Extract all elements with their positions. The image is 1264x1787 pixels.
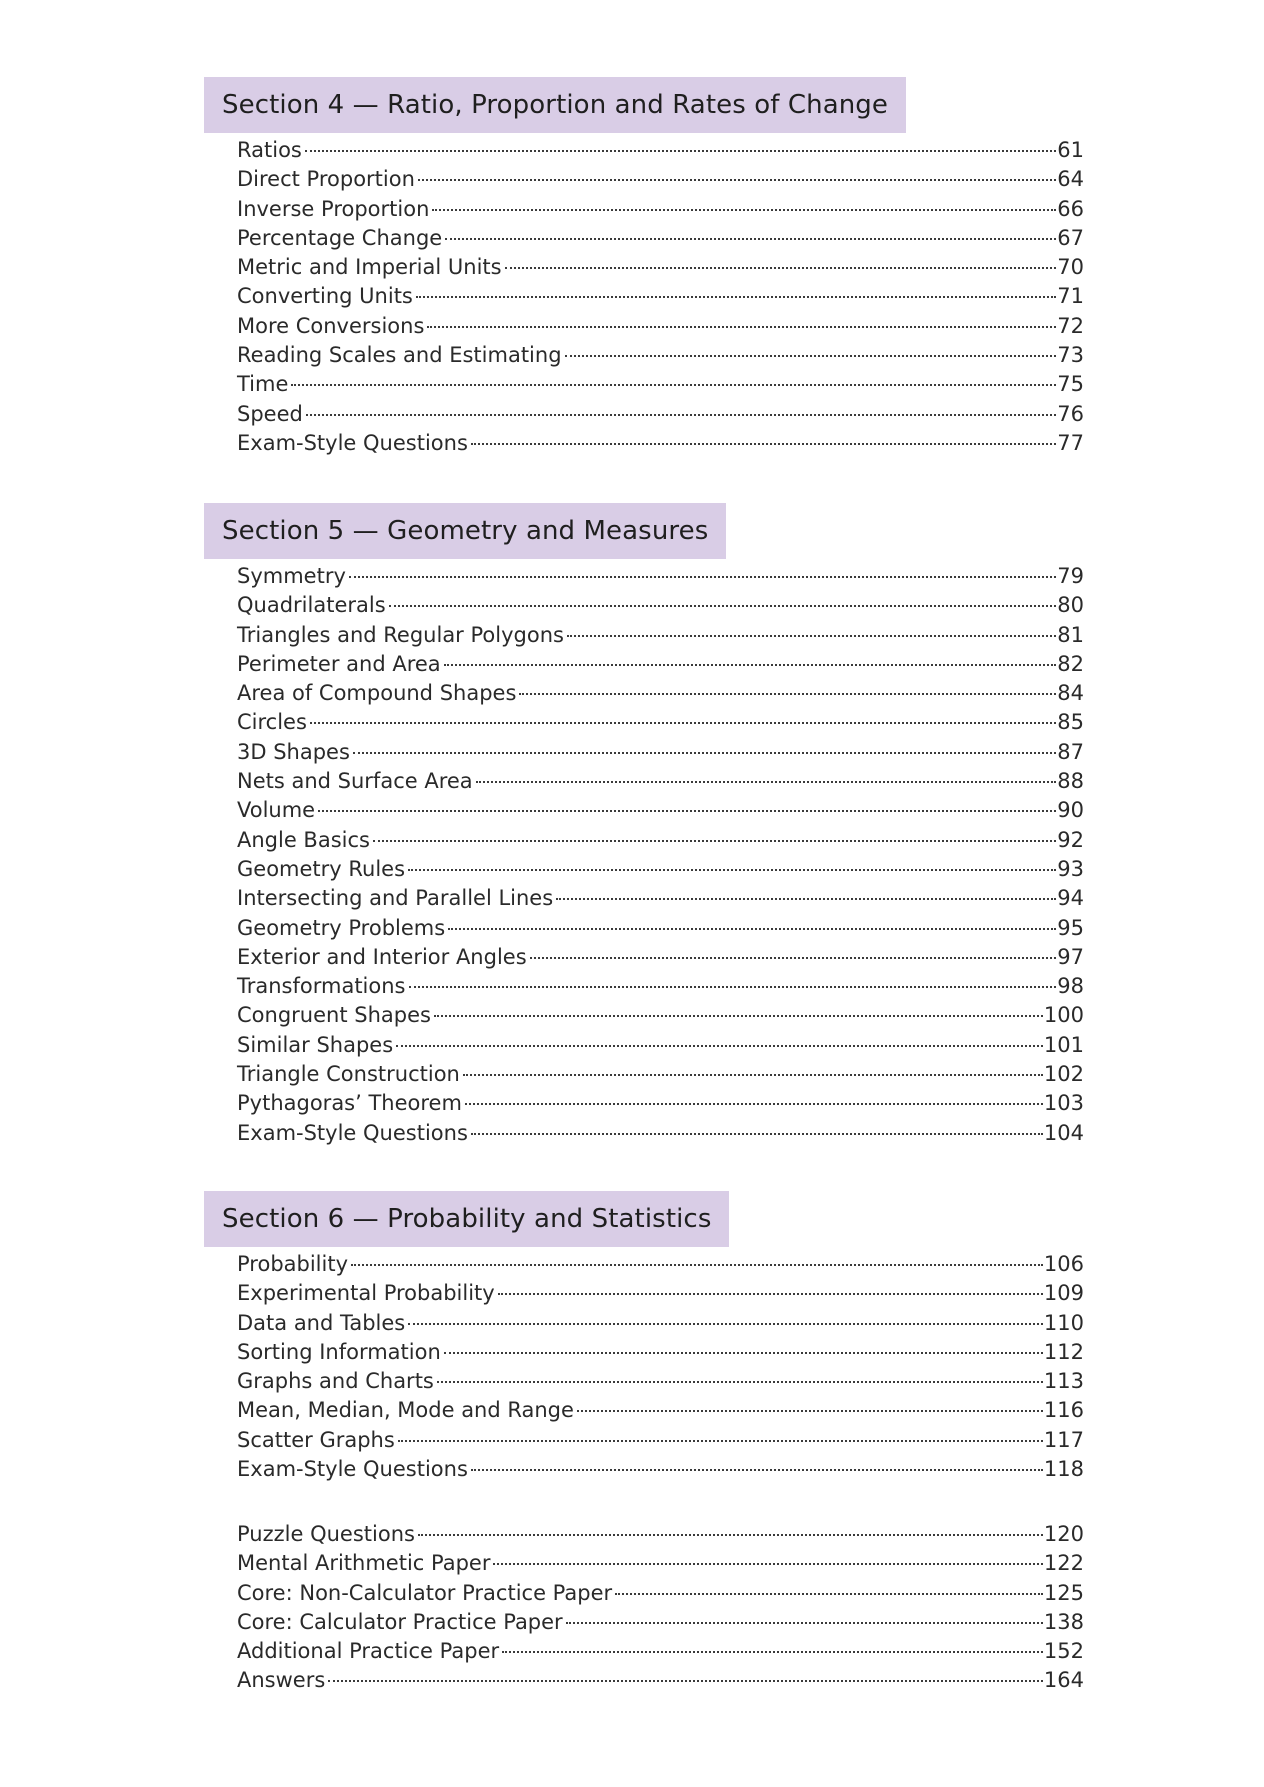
- toc-entry-page-number: 164: [1043, 1668, 1084, 1693]
- toc-entry-page-number: 125: [1043, 1580, 1084, 1605]
- toc-entry-title: Additional Practice Paper: [237, 1639, 500, 1664]
- dot-leader: [353, 752, 1056, 754]
- dot-leader: [519, 693, 1056, 695]
- dot-leader: [373, 840, 1056, 842]
- dot-leader: [566, 1622, 1043, 1624]
- toc-entry: [237, 943, 1084, 972]
- toc-entry-title: Exam-Style Questions: [237, 1457, 468, 1482]
- toc-entry: [237, 562, 1084, 591]
- dot-leader: [493, 1563, 1042, 1565]
- dot-leader: [418, 1534, 1043, 1536]
- toc-entry: [237, 796, 1084, 825]
- toc-entry-title: Direct Proportion: [237, 167, 415, 192]
- toc-entry: [237, 1089, 1084, 1118]
- dot-leader: [530, 957, 1057, 959]
- toc-entry-page-number: 85: [1057, 710, 1084, 735]
- dot-leader: [351, 1264, 1043, 1266]
- toc-entry-page-number: 61: [1057, 138, 1084, 162]
- entry-list: [204, 1520, 1084, 1696]
- toc-entry-title: Exam-Style Questions: [237, 1120, 468, 1145]
- toc-entry-page-number: 93: [1057, 856, 1084, 881]
- toc-entry: [237, 1338, 1084, 1367]
- toc-entry: [237, 738, 1084, 767]
- dot-leader: [577, 1410, 1043, 1412]
- toc-entry-page-number: 64: [1057, 167, 1084, 192]
- dot-leader: [465, 1103, 1043, 1105]
- toc-entry-title: Metric and Imperial Units: [237, 255, 502, 280]
- dot-leader: [448, 928, 1056, 930]
- toc-entry-page-number: 84: [1057, 681, 1084, 706]
- toc-entry-page-number: 71: [1057, 284, 1084, 309]
- dot-leader: [471, 1469, 1043, 1471]
- toc-entry: [237, 1279, 1084, 1308]
- dot-leader: [502, 1651, 1043, 1653]
- toc-entry-title: Inverse Proportion: [237, 196, 430, 221]
- toc-entry: [237, 1060, 1084, 1089]
- dot-leader: [437, 1381, 1043, 1383]
- toc-entry-title: Reading Scales and Estimating: [237, 343, 562, 368]
- toc-entry-page-number: 66: [1057, 196, 1084, 221]
- toc-entry-title: Data and Tables: [237, 1310, 406, 1335]
- toc-entry-title: Perimeter and Area: [237, 651, 441, 676]
- toc-entry: [237, 195, 1084, 224]
- dot-leader: [445, 238, 1056, 240]
- toc-entry-page-number: 101: [1043, 1032, 1084, 1057]
- toc-entry-page-number: 67: [1057, 225, 1084, 250]
- toc-entry: [237, 1031, 1084, 1060]
- toc-entry-title: Percentage Change: [237, 225, 443, 250]
- dot-leader: [444, 1352, 1043, 1354]
- dot-leader: [398, 1440, 1043, 1442]
- dot-leader: [471, 443, 1056, 445]
- toc-entry: [237, 1367, 1084, 1396]
- toc-entry-title: Core: Non-Calculator Practice Paper: [237, 1580, 613, 1605]
- extras-section: [204, 1520, 1084, 1696]
- toc-entry-title: Triangles and Regular Polygons: [237, 622, 564, 647]
- toc-entry-page-number: 73: [1057, 343, 1084, 368]
- section-heading: Section 6 — Probability and Statistics: [204, 1191, 729, 1247]
- toc-entry-title: Core: Calculator Practice Paper: [237, 1609, 563, 1634]
- toc-entry-title: Exam-Style Questions: [237, 430, 468, 455]
- toc-entry: [237, 312, 1084, 341]
- toc-entry-title: Similar Shapes: [237, 1032, 394, 1057]
- toc-entry-page-number: 122: [1043, 1551, 1084, 1576]
- toc-entry-page-number: 117: [1043, 1427, 1084, 1452]
- toc-entry-page-number: 90: [1057, 798, 1084, 823]
- toc-entry-title: Triangle Construction: [237, 1062, 460, 1087]
- toc-entry-page-number: 80: [1057, 593, 1084, 618]
- dot-leader: [615, 1593, 1043, 1595]
- toc-entry: [237, 591, 1084, 620]
- toc-entry-page-number: 77: [1057, 430, 1084, 455]
- toc-entry-page-number: 103: [1043, 1091, 1084, 1116]
- dot-leader: [463, 1074, 1043, 1076]
- toc-entry-title: Answers: [237, 1668, 326, 1693]
- toc-entry-page-number: 72: [1057, 313, 1084, 338]
- toc-entry: [237, 884, 1084, 913]
- toc-entry: [237, 1119, 1084, 1148]
- toc-entry-title: Nets and Surface Area: [237, 769, 473, 794]
- toc-entry: [237, 1637, 1084, 1666]
- toc-entry: [237, 1455, 1084, 1484]
- toc-entry-title: Ratios: [237, 138, 302, 162]
- toc-entry: [237, 1396, 1084, 1425]
- toc-entry: [237, 1250, 1084, 1279]
- dot-leader: [471, 1133, 1043, 1135]
- toc-entry: [237, 1549, 1084, 1578]
- toc-entry-page-number: 76: [1057, 401, 1084, 426]
- dot-leader: [409, 986, 1057, 988]
- dot-leader: [444, 664, 1057, 666]
- toc-entry-page-number: 106: [1043, 1252, 1084, 1276]
- entry-list: [204, 1250, 1084, 1484]
- section-4: [204, 77, 1084, 458]
- toc-entry: [237, 621, 1084, 650]
- toc-entry-title: Area of Compound Shapes: [237, 681, 517, 706]
- toc-entry-title: Quadrilaterals: [237, 593, 386, 618]
- section-5: [204, 503, 1084, 1148]
- toc-entry-title: Circles: [237, 710, 307, 735]
- toc-entry-title: Experimental Probability: [237, 1281, 495, 1306]
- toc-entry: [237, 136, 1084, 165]
- toc-entry: [237, 165, 1084, 194]
- dot-leader: [310, 722, 1056, 724]
- dot-leader: [291, 384, 1056, 386]
- toc-entry: [237, 370, 1084, 399]
- toc-entry-page-number: 75: [1057, 372, 1084, 397]
- toc-entry-page-number: 95: [1057, 915, 1084, 940]
- dot-leader: [432, 209, 1056, 211]
- toc-entry-title: Pythagoras’ Theorem: [237, 1091, 462, 1116]
- toc-entry-title: Geometry Rules: [237, 856, 406, 881]
- toc-entry-page-number: 118: [1043, 1457, 1084, 1482]
- toc-entry-title: Symmetry: [237, 564, 346, 588]
- dot-leader: [565, 355, 1057, 357]
- toc-entry: [237, 767, 1084, 796]
- toc-entry-page-number: 97: [1057, 944, 1084, 969]
- toc-entry-page-number: 104: [1043, 1120, 1084, 1145]
- dot-leader: [396, 1045, 1043, 1047]
- toc-entry-title: Transformations: [237, 974, 406, 999]
- toc-entry-title: Congruent Shapes: [237, 1003, 431, 1028]
- toc-entry-page-number: 138: [1043, 1609, 1084, 1634]
- toc-entry-page-number: 109: [1043, 1281, 1084, 1306]
- toc-entry-page-number: 87: [1057, 739, 1084, 764]
- toc-entry-page-number: 100: [1043, 1003, 1084, 1028]
- toc-entry: [237, 826, 1084, 855]
- dot-leader: [505, 267, 1057, 269]
- toc-entry-page-number: 112: [1043, 1339, 1084, 1364]
- toc-entry: [237, 400, 1084, 429]
- dot-leader: [416, 296, 1056, 298]
- toc-entry-title: Probability: [237, 1252, 349, 1276]
- toc-entry: [237, 282, 1084, 311]
- toc-entry-title: Geometry Problems: [237, 915, 446, 940]
- toc-entry-title: Angle Basics: [237, 827, 370, 852]
- toc-entry: [237, 679, 1084, 708]
- toc-entry-title: Intersecting and Parallel Lines: [237, 886, 554, 911]
- toc-entry: [237, 429, 1084, 458]
- entry-list: [204, 136, 1084, 458]
- dot-leader: [306, 414, 1056, 416]
- dot-leader: [567, 635, 1056, 637]
- dot-leader: [305, 150, 1056, 152]
- toc-entry-title: Mean, Median, Mode and Range: [237, 1398, 574, 1423]
- toc-entry-page-number: 102: [1043, 1062, 1084, 1087]
- toc-entry: [237, 1520, 1084, 1549]
- toc-entry-title: Puzzle Questions: [237, 1522, 415, 1546]
- toc-entry-title: Scatter Graphs: [237, 1427, 395, 1452]
- entry-list: [204, 562, 1084, 1148]
- toc-entry-title: Exterior and Interior Angles: [237, 944, 527, 969]
- dot-leader: [476, 781, 1057, 783]
- toc-entry: [237, 1579, 1084, 1608]
- toc-entry-title: Speed: [237, 401, 303, 426]
- toc-entry: [237, 914, 1084, 943]
- toc-entry: [237, 1309, 1084, 1338]
- toc-entry: [237, 1666, 1084, 1695]
- toc-entry-page-number: 79: [1057, 564, 1084, 588]
- dot-leader: [349, 576, 1056, 578]
- dot-leader: [408, 1323, 1043, 1325]
- dot-leader: [318, 810, 1056, 812]
- toc-entry-page-number: 113: [1043, 1369, 1084, 1394]
- toc-entry-title: Volume: [237, 798, 316, 823]
- toc-entry: [237, 253, 1084, 282]
- toc-entry: [237, 1001, 1084, 1030]
- dot-leader: [556, 898, 1056, 900]
- toc-entry: [237, 224, 1084, 253]
- dot-leader: [498, 1293, 1043, 1295]
- dot-leader: [408, 869, 1056, 871]
- toc-entry-page-number: 81: [1057, 622, 1084, 647]
- dot-leader: [434, 1015, 1043, 1017]
- toc-entry-title: Sorting Information: [237, 1339, 441, 1364]
- section-heading: Section 4 — Ratio, Proportion and Rates of Change: [204, 77, 906, 133]
- toc-entry-page-number: 98: [1057, 974, 1084, 999]
- toc-entry-page-number: 120: [1043, 1522, 1084, 1546]
- toc-entry-title: Graphs and Charts: [237, 1369, 434, 1394]
- toc-entry-title: Mental Arithmetic Paper: [237, 1551, 491, 1576]
- dot-leader: [328, 1680, 1043, 1682]
- section-6: [204, 1191, 1084, 1484]
- toc-entry-page-number: 82: [1057, 651, 1084, 676]
- toc-entry: [237, 1608, 1084, 1637]
- dot-leader: [418, 179, 1056, 181]
- toc-entry-page-number: 116: [1043, 1398, 1084, 1423]
- dot-leader: [427, 326, 1056, 328]
- toc-entry: [237, 650, 1084, 679]
- toc-entry-title: More Conversions: [237, 313, 425, 338]
- toc-entry: [237, 708, 1084, 737]
- toc-entry-page-number: 110: [1043, 1310, 1084, 1335]
- toc-entry-page-number: 70: [1057, 255, 1084, 280]
- toc-entry: [237, 341, 1084, 370]
- toc-entry: [237, 855, 1084, 884]
- toc-entry-title: Time: [237, 372, 289, 397]
- toc-entry-title: 3D Shapes: [237, 739, 350, 764]
- dot-leader: [389, 605, 1057, 607]
- toc-entry-page-number: 92: [1057, 827, 1084, 852]
- toc-entry: [237, 1426, 1084, 1455]
- toc-entry-page-number: 88: [1057, 769, 1084, 794]
- section-heading: Section 5 — Geometry and Measures: [204, 503, 726, 559]
- toc-entry: [237, 972, 1084, 1001]
- toc-entry-page-number: 94: [1057, 886, 1084, 911]
- toc-entry-title: Converting Units: [237, 284, 413, 309]
- toc-entry-page-number: 152: [1043, 1639, 1084, 1664]
